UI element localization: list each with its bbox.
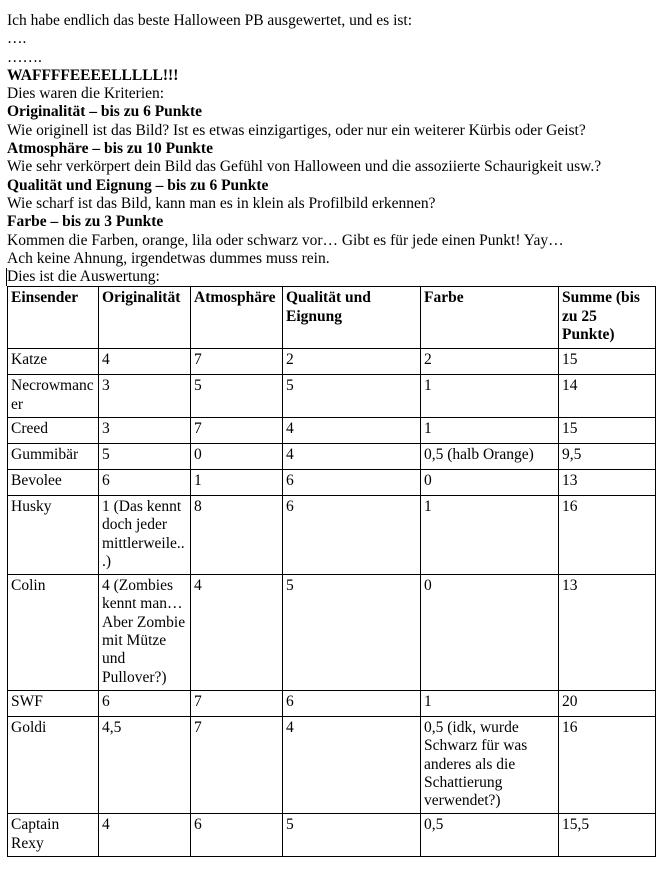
criteria-heading: Dies waren die Kriterien: [7, 85, 165, 103]
cell-atmosphaere: 0 [191, 443, 283, 469]
cell-summe: 15,5 [559, 814, 656, 857]
cell-atmosphaere: 6 [191, 814, 283, 857]
criterion-title: Atmosphäre – bis zu 10 Punkte [7, 140, 213, 158]
cell-summe: 20 [559, 690, 656, 716]
cell-farbe: 1 [421, 375, 559, 418]
table-row [8, 349, 656, 375]
cell-atmosphaere: 1 [191, 469, 283, 495]
cell-originalitaet: 4 [99, 349, 191, 375]
cell-qualitaet: 6 [283, 469, 421, 495]
criterion-description: Wie sehr verkörpert dein Bild das Gefühl von Halloween und die assoziierte Schaurigkeit usw.? [7, 158, 602, 176]
cell-atmosphaere: 5 [191, 375, 283, 418]
table-row [8, 716, 656, 813]
cell-originalitaet: 1 (Das kennt doch jeder mittlerweile...) [99, 495, 191, 574]
cell-einsender: SWF [8, 690, 99, 716]
intro-line-3: ……. [7, 48, 42, 66]
cell-einsender: Creed [8, 417, 99, 443]
criterion-title: Originalität – bis zu 6 Punkte [7, 103, 203, 121]
table-row [8, 443, 656, 469]
table-row [8, 690, 656, 716]
cell-atmosphaere: 7 [191, 716, 283, 813]
table-row [8, 469, 656, 495]
column-header-farbe: Farbe [421, 287, 559, 349]
cell-qualitaet: 4 [283, 417, 421, 443]
table-row [8, 575, 656, 691]
cell-qualitaet: 4 [283, 443, 421, 469]
criterion-description: Kommen die Farben, orange, lila oder schwarz vor… Gibt es für jede einen Punkt! Yay… [7, 231, 564, 249]
cell-atmosphaere: 7 [191, 690, 283, 716]
cell-summe: 13 [559, 469, 656, 495]
results-table [7, 286, 656, 857]
table-row [8, 814, 656, 857]
cell-einsender: Captain Rexy [8, 814, 99, 857]
intro-line-1: Ich habe endlich das beste Halloween PB ausgewertet, und es ist: [7, 12, 413, 29]
criterion-description: Wie originell ist das Bild? Ist es etwas einzigartiges, oder nur ein weiterer Kürbis oder Geist? [7, 121, 586, 139]
cell-originalitaet: 3 [99, 417, 191, 443]
table-row [8, 417, 656, 443]
table-header-row [8, 287, 656, 349]
cell-farbe: 1 [421, 417, 559, 443]
cell-qualitaet: 4 [283, 716, 421, 813]
cell-qualitaet: 5 [283, 814, 421, 857]
column-header-atmosphaere: Atmosphäre [191, 287, 283, 349]
cell-farbe: 0 [421, 575, 559, 691]
cell-originalitaet: 3 [99, 375, 191, 418]
cell-originalitaet: 6 [99, 469, 191, 495]
cell-qualitaet: 2 [283, 349, 421, 375]
cell-farbe: 0,5 (idk, wurde Schwarz für was anderes als die Schattierung verwendet?) [421, 716, 559, 813]
cell-atmosphaere: 7 [191, 417, 283, 443]
cell-farbe: 1 [421, 690, 559, 716]
column-header-einsender: Einsender [8, 287, 99, 349]
cell-einsender: Gummibär [8, 443, 99, 469]
cell-originalitaet: 5 [99, 443, 191, 469]
cell-einsender: Husky [8, 495, 99, 574]
cell-summe: 14 [559, 375, 656, 418]
cell-einsender: Katze [8, 349, 99, 375]
evaluation-heading: Dies ist die Auswertung: [6, 268, 655, 286]
cell-summe: 16 [559, 716, 656, 813]
criterion-title: Qualität und Eignung – bis zu 6 Punkte [7, 176, 269, 194]
cell-qualitaet: 6 [283, 690, 421, 716]
cell-qualitaet: 6 [283, 495, 421, 574]
cell-originalitaet: 6 [99, 690, 191, 716]
cell-summe: 15 [559, 417, 656, 443]
cell-farbe: 0,5 [421, 814, 559, 857]
table-row [8, 495, 656, 574]
cell-einsender: Colin [8, 575, 99, 691]
table-row [8, 375, 656, 418]
cell-atmosphaere: 4 [191, 575, 283, 691]
cell-summe: 13 [559, 575, 656, 691]
cell-summe: 16 [559, 495, 656, 574]
column-header-qualitaet: Qualität und Eignung [283, 287, 421, 349]
cell-summe: 15 [559, 349, 656, 375]
winner-announcement: WAFFFFEEEELLLLL!!! [7, 66, 179, 84]
cell-einsender: Goldi [8, 716, 99, 813]
cell-einsender: Bevolee [8, 469, 99, 495]
criterion-description: Wie scharf ist das Bild, kann man es in klein als Profilbild erkennen? [7, 194, 436, 212]
cell-summe: 9,5 [559, 443, 656, 469]
cell-einsender: Necrowmancer [8, 375, 99, 418]
cell-farbe: 2 [421, 349, 559, 375]
cell-atmosphaere: 8 [191, 495, 283, 574]
column-header-summe: Summe (bis zu 25 Punkte) [559, 287, 656, 349]
cell-originalitaet: 4 [99, 814, 191, 857]
criterion-title: Farbe – bis zu 3 Punkte [7, 213, 164, 231]
cell-farbe: 0 [421, 469, 559, 495]
cell-qualitaet: 5 [283, 375, 421, 418]
criteria-aside: Ach keine Ahnung, irgendetwas dummes muss rein. [7, 249, 330, 267]
cell-farbe: 1 [421, 495, 559, 574]
column-header-originalitaet: Originalität [99, 287, 191, 349]
cell-originalitaet: 4 (Zombies kennt man… Aber Zombie mit Mütze und Pullover?) [99, 575, 191, 691]
cell-qualitaet: 5 [283, 575, 421, 691]
cell-farbe: 0,5 (halb Orange) [421, 443, 559, 469]
cell-originalitaet: 4,5 [99, 716, 191, 813]
cell-atmosphaere: 7 [191, 349, 283, 375]
intro-line-2: …. [7, 30, 27, 48]
